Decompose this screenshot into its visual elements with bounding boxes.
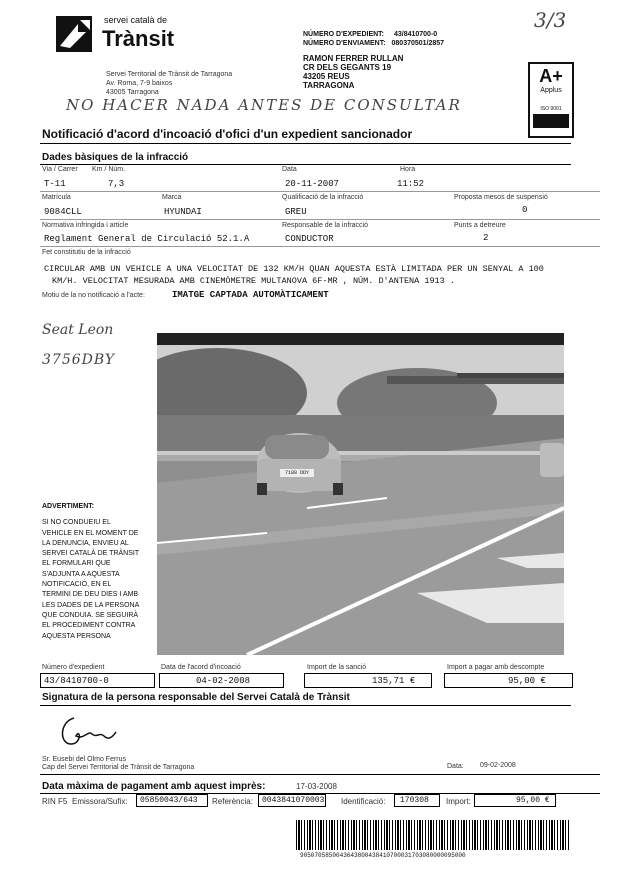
org-small: servei català de (104, 15, 168, 25)
via-label: Via / Carrer (42, 166, 78, 173)
handwritten-car-model: Seat Leon (42, 322, 114, 338)
signature-image (54, 710, 124, 750)
fet-label: Fet constitutiu de la infracció (42, 249, 131, 256)
recipient-city: 43205 REUS (303, 72, 350, 81)
transit-logo (56, 16, 92, 52)
office-name: Servei Territorial de Trànsit de Tarragona (106, 71, 233, 78)
page-mark: 3/3 (534, 8, 567, 32)
rin-code: RIN F5 (42, 797, 68, 806)
suspensio-value: 0 (522, 205, 528, 215)
advertiment-line: EL PROCEDIMENT CONTRA (42, 622, 136, 630)
fet-line2: KM/H. VELOCITAT MESURADA AMB CINEMÒMETRE MULTANOVA 6F-MR , NÚM. D'ANTENA 1913 . (52, 276, 455, 286)
suspensio-label: Proposta mesos de suspensió (454, 194, 548, 201)
normativa-label: Normativa infringida i article (42, 222, 129, 229)
signatory-name: Sr. Eusebi del Olmo Ferrus (42, 756, 127, 763)
title-rule (40, 143, 571, 144)
summary-descompte-value: 95,00 € (508, 676, 546, 686)
enviament-label: NÚMERO D'ENVIAMENT: (303, 40, 386, 47)
advertiment-line: SI NO CONDUEIU EL (42, 519, 111, 527)
photo-plate: 7188 DDY (280, 469, 314, 477)
marca-value: HYUNDAI (164, 207, 202, 217)
cert-badge (528, 62, 574, 138)
data-label: Data (282, 166, 297, 173)
cert-brand: Applus (540, 87, 562, 94)
via-value: T-11 (44, 179, 66, 189)
handwritten-note: NO HACER NADA ANTES DE CONSULTAR (66, 96, 462, 114)
advertiment-line: QUE CONDUIA. SE SEGUIRÀ (42, 611, 139, 619)
recipient-province: TARRAGONA (303, 81, 355, 90)
barcode (296, 820, 570, 850)
signatura-date-label: Data: (447, 763, 464, 770)
summary-acord-value: 04-02-2008 (196, 676, 251, 686)
signatura-date-value: 09-02-2008 (480, 762, 516, 769)
emissora-label: Emissora/Sufix: (72, 797, 128, 806)
responsable-value: CONDUCTOR (285, 234, 334, 244)
ref-label: Referència: (212, 797, 253, 806)
enviament-value: 080370501/2857 (391, 40, 445, 47)
dades-heading: Dades bàsiques de la infracció (42, 152, 189, 163)
hora-value: 11:52 (397, 179, 425, 189)
responsable-label: Responsable de la infracció (282, 222, 368, 229)
signatory-role: Cap del Servei Territorial de Trànsit de Tarragona (42, 764, 195, 771)
ident-value: 170308 (400, 796, 429, 805)
recipient-name: RAMON FERRER RULLAN (303, 54, 404, 63)
pagament-import-label: Import: (446, 797, 471, 806)
page-title: Notificació d'acord d'incoació d'ofici d'un expedient sancionador (42, 127, 413, 141)
signatura-rule (40, 705, 571, 706)
qualif-value: GREU (285, 207, 307, 217)
pagament-date: 17-03-2008 (296, 782, 337, 791)
pagament-heading: Data màxima de pagament amb aquest imprès: (42, 781, 266, 792)
motiu-label: Motiu de la no notificació a l'acte: (42, 292, 145, 299)
punts-value: 2 (483, 233, 489, 243)
ref-value: 0043841070003 (262, 796, 325, 805)
signatura-heading: Signatura de la persona responsable del Servei Català de Trànsit (42, 692, 350, 703)
expedient-value: 43/8410700-0 (393, 31, 438, 38)
advertiment-heading: ADVERTIMENT: (42, 503, 95, 510)
road-scene (157, 333, 564, 655)
summary-acord-label: Data de l'acord d'incoació (161, 664, 241, 671)
advertiment-line: AQUESTA PERSONA (42, 632, 111, 640)
cert-grade: A+ (539, 66, 563, 86)
normativa-value: Reglament General de Circulació 52.1.A (44, 234, 250, 244)
cert-iso: ISO 9001 (540, 106, 562, 112)
motiu-value: IMATGE CAPTADA AUTOMÀTICAMENT (172, 290, 329, 300)
summary-expedient-value: 43/8410700-0 (44, 676, 109, 686)
speed-camera-photo (157, 333, 564, 655)
advertiment-line: LES DADES DE LA PERSONA (42, 601, 140, 609)
pagament-import-value: 95,00 € (516, 796, 550, 805)
office-address2: 43005 Tarragona (106, 89, 159, 96)
dades-rule (40, 164, 571, 165)
barcode-number: 9050705850043643800438410700031703080000095000 (300, 852, 466, 859)
advertiment-line: S'ADJUNTA A AQUESTA (42, 570, 120, 578)
qualif-label: Qualificació de la infracció (282, 194, 364, 201)
fet-line1: CIRCULAR AMB UN VEHICLE A UNA VELOCITAT DE 132 KM/H QUAN AQUESTA ESTÀ LIMITADA PER UN SENYAL A 100 (44, 264, 544, 274)
ident-label: Identificació: (341, 797, 386, 806)
marca-label: Marca (162, 194, 182, 201)
punts-label: Punts a detreure (454, 222, 506, 229)
advertiment-line: TERMINI DE DEU DIES I AMB (42, 591, 139, 599)
logo-arrow-icon (56, 16, 92, 52)
data-value: 20-11-2007 (285, 179, 340, 189)
advertiment-line: SERVEI CATALÀ DE TRÀNSIT (42, 550, 140, 558)
recipient-street: CR DELS GEGANTS 19 (303, 63, 392, 72)
emissora-value: 05850043/643 (140, 796, 198, 805)
org-big: Trànsit (102, 26, 175, 51)
summary-descompte-label: Import a pagar amb descompte (447, 664, 545, 671)
advertiment-line: NOTIFICACIÓ, EN EL (42, 581, 112, 589)
summary-expedient-label: Número d'expedient (42, 664, 105, 671)
advertiment-line: EL FORMULARI QUE (42, 560, 111, 568)
expedient-label: NÚMERO D'EXPEDIENT: (303, 31, 385, 38)
km-label: Km / Núm. (92, 166, 126, 173)
matricula-label: Matrícula (42, 194, 71, 201)
km-value: 7,3 (108, 179, 125, 189)
matricula-value: 9084CLL (44, 207, 82, 217)
advertiment-block (42, 502, 154, 642)
hora-label: Hora (400, 166, 416, 173)
advertiment-line: LA DENUNCIA, ENVIEU AL (42, 539, 129, 547)
handwritten-car-plate: 3756DBY (42, 352, 116, 368)
summary-import-label: Import de la sanció (307, 664, 367, 671)
office-address1: Av. Roma, 7-9 baixos (106, 80, 173, 87)
recipient-block (303, 30, 444, 90)
advertiment-line: VEHICLE EN EL MOMENT DE (42, 529, 139, 537)
summary-import-value: 135,71 € (372, 676, 416, 686)
